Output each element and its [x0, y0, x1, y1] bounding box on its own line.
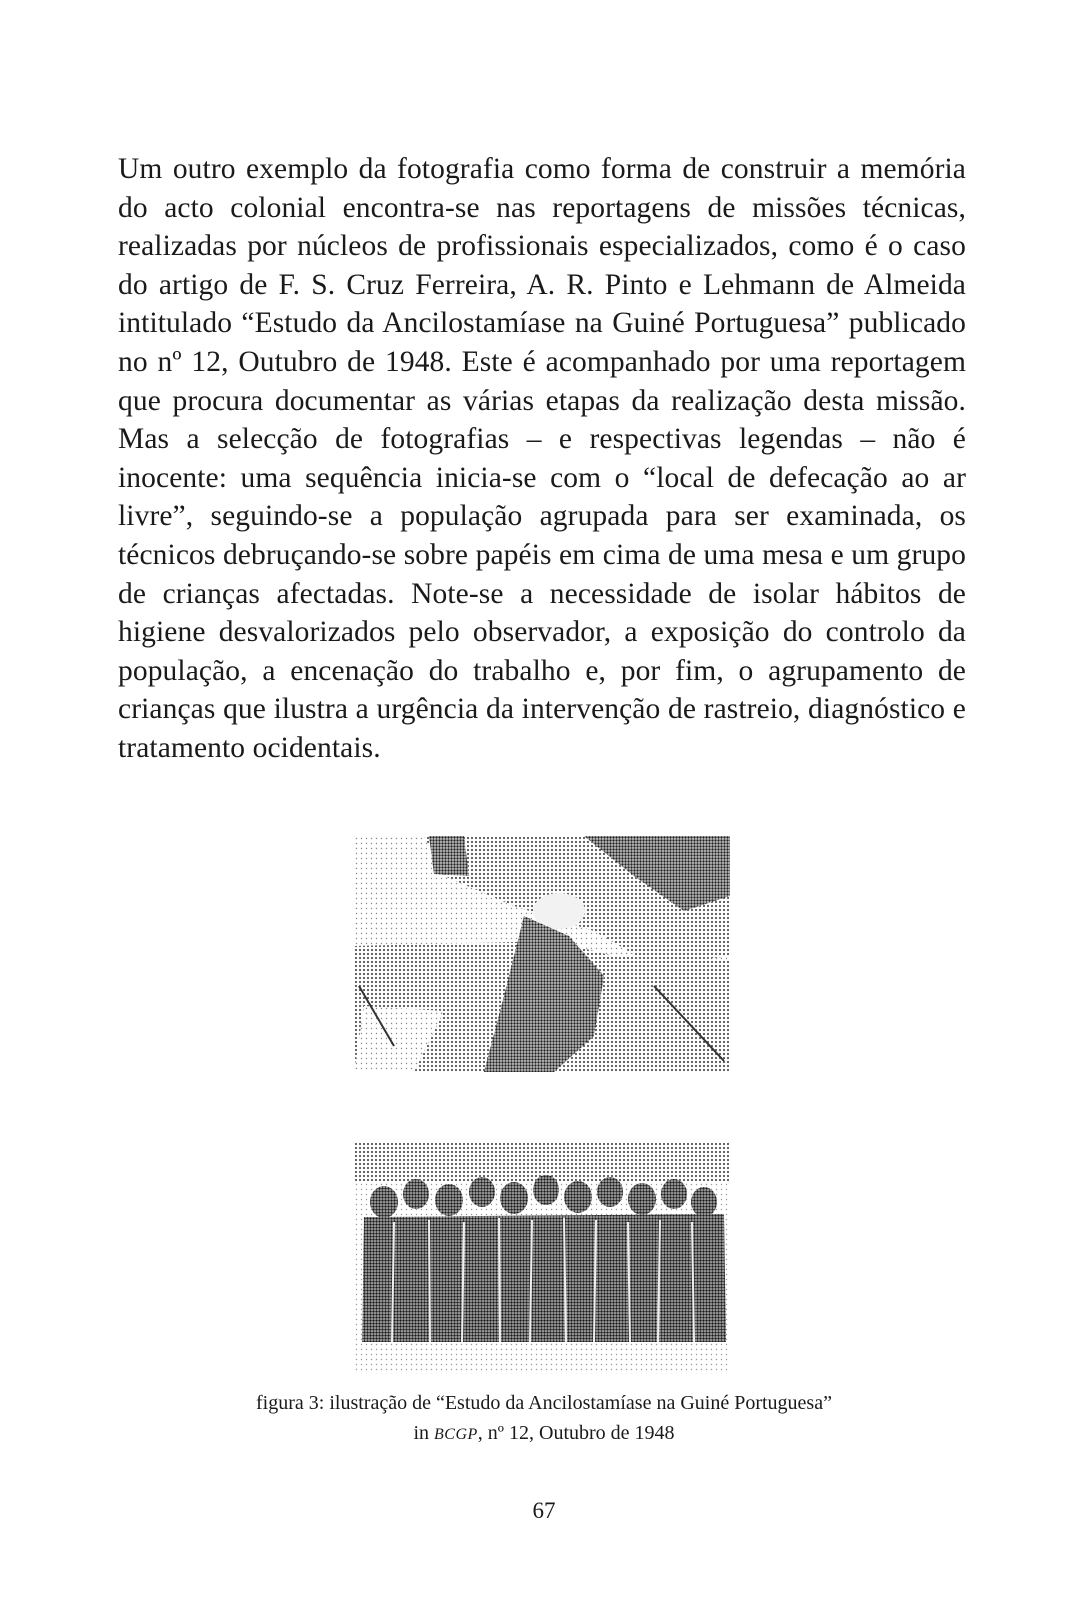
photo-technicians-at-table-image — [354, 836, 730, 1072]
page-number: 67 — [532, 1498, 556, 1523]
caption-source-prefix: in — [413, 1422, 435, 1444]
figure-caption — [120, 1388, 968, 1450]
caption-title: figura 3: ilustração de “Estudo da Ancilostamíase na Guiné Portuguesa” — [256, 1392, 832, 1414]
photo-technicians-at-table — [354, 836, 730, 1072]
caption-journal: BCGP — [434, 1426, 478, 1443]
photo-group-of-children-image — [354, 1142, 730, 1374]
photo-group-of-children — [354, 1142, 730, 1374]
body-paragraph: Um outro exemplo da fotografia como forma de construir a memória do acto colonial encontra-se nas reportagens de missões técnicas, realizadas por núcleos de profissionais especializados, como é o caso do artigo de F. S. Cruz Ferreira, A. R. Pinto e Lehmann de Almeida intitulado “Estudo da Ancilostamíase na Guiné Portuguesa” publicado no nº 12, Outubro de 1948. Este é acompanhado por uma reportagem que procura documentar as várias etapas da realização desta missão. Mas a selecção de fotografias – e respectivas legendas – não é inocente: uma sequência inicia-se com o “local de defecação ao ar livre”, seguindo-se a população agrupada para ser examinada, os técnicos debruçando-se sobre papéis em cima de uma mesa e um grupo de crianças afectadas. Note-se a necessidade de isolar hábitos de higiene desvalorizados pelo observador, a exposição do controlo da população, a encenação do trabalho e, por fim, o agrupamento de crianças que ilustra a urgência da intervenção de rastreio, diagnóstico e tratamento ocidentais. — [118, 153, 966, 764]
caption-source — [120, 1418, 968, 1450]
caption-source-suffix: , nº 12, Outubro de 1948 — [477, 1422, 675, 1444]
